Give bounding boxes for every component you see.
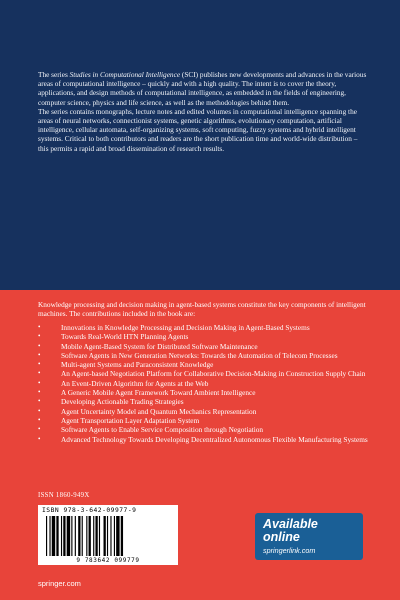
barcode-bar	[116, 516, 119, 556]
barcode-bar	[82, 516, 83, 556]
barcode-bars	[46, 516, 170, 556]
series-panel	[0, 0, 400, 290]
series-description	[38, 70, 368, 153]
springerlink-url[interactable]: springerlink.com	[263, 546, 316, 555]
series-p1-rest: (SCI) publishes new developments and advances in the various areas of computational intelligence – quickly and with a high quality. The intent is to cover the theory, applications, and design methods of computational intelligence, as embedded in the fields of engineering, computer science, physics and life science, as well as the methodologies behind them.	[38, 70, 367, 107]
badge-title-line2: online	[263, 530, 300, 544]
barcode-bar	[86, 516, 87, 556]
series-paragraph-1	[38, 70, 368, 107]
badge-title-line1: Available	[263, 517, 318, 531]
barcode-bar	[114, 516, 115, 556]
available-online-badge[interactable]	[255, 513, 363, 560]
isbn-label: ISBN 978-3-642-09977-9	[42, 507, 137, 514]
barcode-bar	[104, 516, 106, 556]
publisher-url[interactable]: springer.com	[38, 579, 81, 588]
barcode-bar	[99, 516, 100, 556]
book-intro: Knowledge processing and decision making in agent-based systems constitute the key components of intelligent machines. The contributions included in the book are:	[38, 300, 366, 319]
barcode-bar	[78, 516, 80, 556]
barcode-bar	[110, 516, 111, 556]
barcode-bar	[121, 516, 123, 556]
badge-title	[263, 518, 318, 544]
list-item: • Agent Uncertainty Model and Quantum Mechanics Representation	[38, 407, 368, 416]
barcode-bar	[63, 516, 65, 556]
barcode-bar	[93, 516, 94, 556]
list-item: • Software Agents in New Generation Networks: Towards the Automation of Telecom Processes	[38, 351, 368, 360]
list-item: • Mobile Agent-Based System for Distributed Software Maintenance	[38, 342, 368, 351]
list-item: • A Generic Mobile Agent Framework Toward Ambient Intelligence	[38, 388, 368, 397]
barcode-bar	[71, 516, 72, 556]
list-item: • Software Agents to Enable Service Composition through Negotiation	[38, 425, 368, 434]
barcode-bar	[95, 516, 97, 556]
series-p1-prefix: The series	[38, 70, 70, 79]
list-item: • Towards Real-World HTN Planning Agents	[38, 332, 368, 341]
list-item: • An Agent-based Negotiation Platform for Collaborative Decision-Making in Construction Supply Chain	[38, 369, 368, 378]
barcode-bar	[89, 516, 91, 556]
series-paragraph-2: The series contains monographs, lecture notes and edited volumes in computational intelligence spanning the areas of neural networks, connectionist systems, genetic algorithms, evolutionary computation, artificial intelligence, cellular automata, self-organizing systems, soft computing, fuzzy systems and hybrid intelligent systems. Critical to both contributors and readers are the short publication time and world-wide distribution – this permits a rapid and broad dissemination of research results.	[38, 106, 358, 153]
barcode-digits: 9 783642 099779	[76, 557, 140, 564]
barcode-bar	[67, 516, 70, 556]
list-item: • Developing Actionable Trading Strategies	[38, 397, 368, 406]
barcode-bar	[52, 516, 55, 556]
barcode	[38, 505, 178, 565]
barcode-bar	[107, 516, 108, 556]
issn-label: ISSN 1860-949X	[38, 492, 90, 499]
contributions-list	[38, 323, 368, 444]
barcode-bar	[49, 516, 50, 556]
list-item: • Agent Transportation Layer Adaptation System	[38, 416, 368, 425]
list-item: • Advanced Technology Towards Developing Decentralized Autonomous Flexible Manufacturing Systems	[38, 435, 368, 444]
series-name: Studies in Computational Intelligence	[69, 70, 181, 79]
barcode-bar	[46, 516, 47, 556]
barcode-bar	[56, 516, 58, 556]
barcode-bar	[75, 516, 76, 556]
barcode-bar	[61, 516, 62, 556]
list-item: • Multi-agent Systems and Paraconsistent Knowledge	[38, 360, 368, 369]
list-item: • Innovations in Knowledge Processing and Decision Making in Agent-Based Systems	[38, 323, 368, 332]
list-item: • An Event-Driven Algorithm for Agents at the Web	[38, 379, 368, 388]
